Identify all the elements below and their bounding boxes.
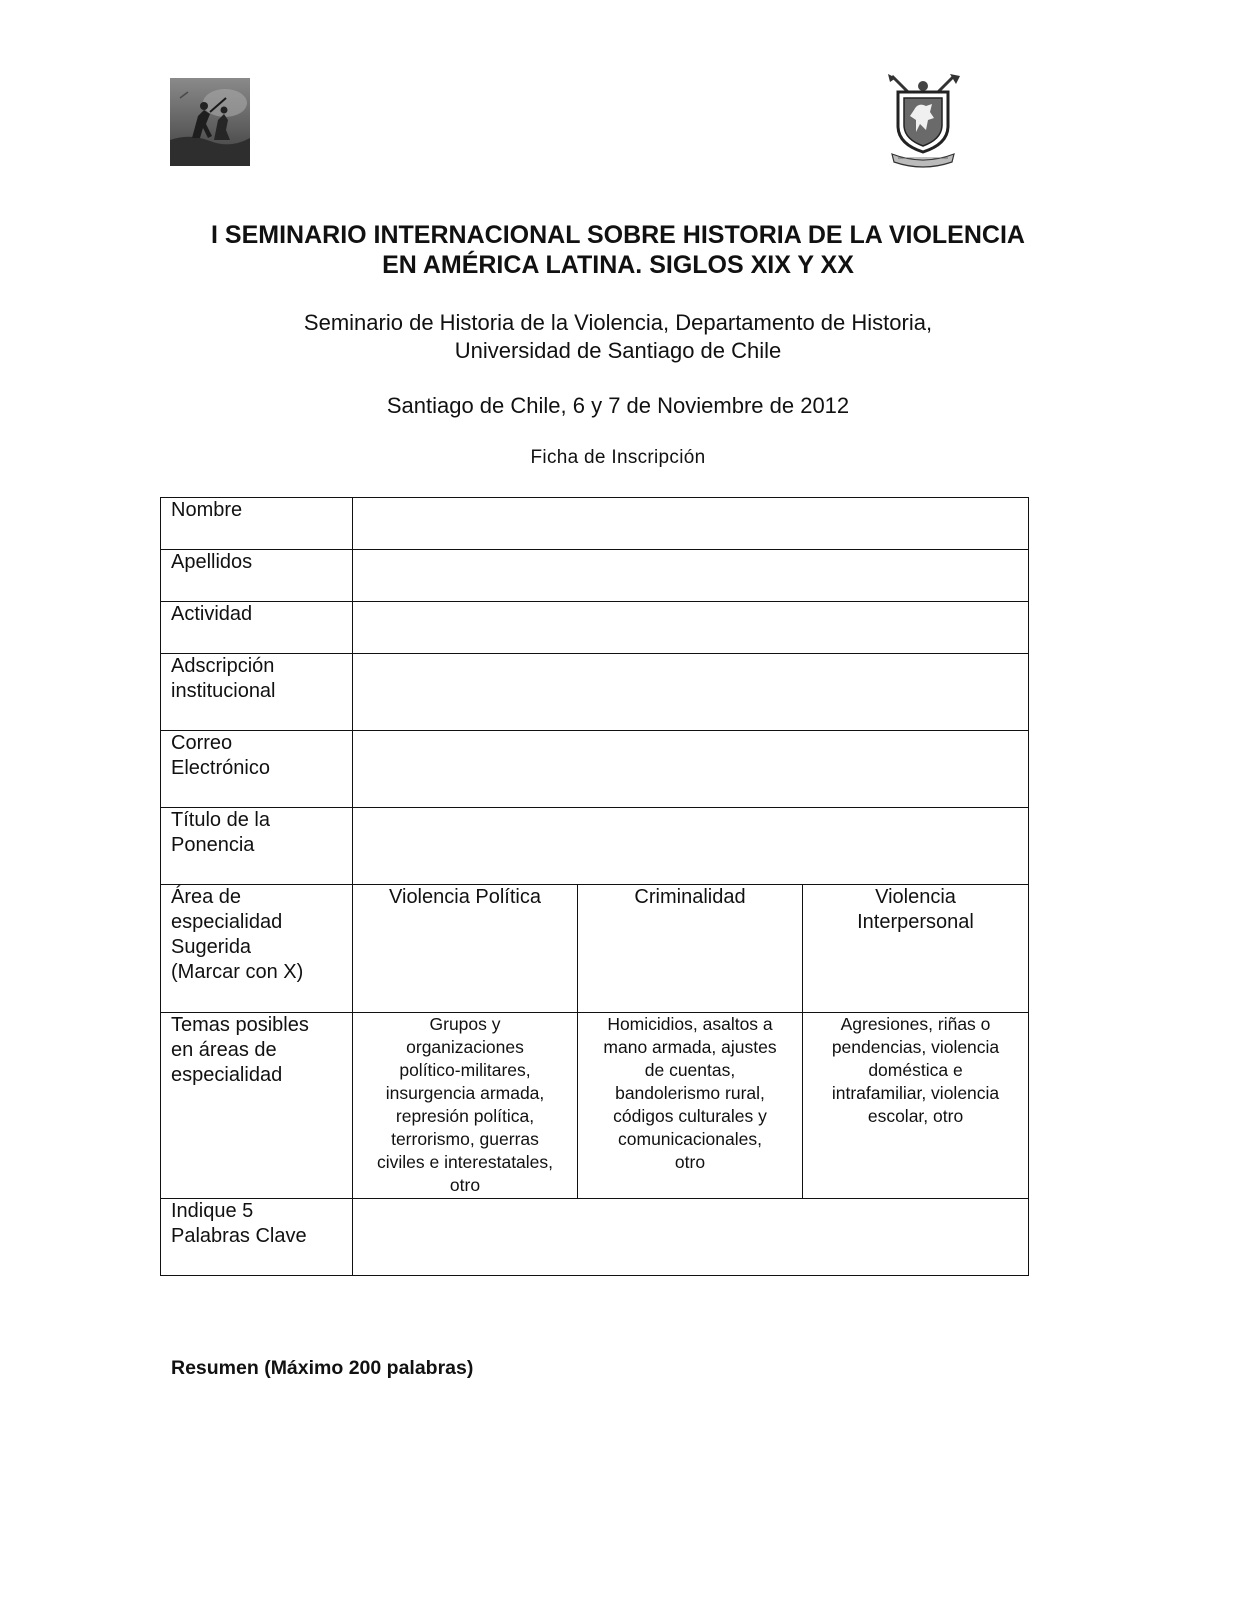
field-label-apellidos: Apellidos xyxy=(161,550,353,602)
subtitle-line-1: Seminario de Historia de la Violencia, Departamento de Historia, xyxy=(303,310,933,335)
organizer-subtitle xyxy=(0,309,1236,365)
topics-criminalidad: Homicidios, asaltos a mano armada, ajustes de cuentas, bandolerismo rural, códigos culturales y comunicacionales, otro xyxy=(578,1013,803,1199)
field-label-area: Área de especialidad Sugerida (Marcar con X) xyxy=(161,885,353,1013)
university-crest-icon xyxy=(882,72,964,168)
topics-violencia-interpersonal: Agresiones, riñas o pendencias, violencia doméstica e intrafamiliar, violencia escolar, otro xyxy=(803,1013,1029,1199)
area-option-criminalidad[interactable]: Criminalidad xyxy=(578,885,803,1013)
field-input-adscripcion[interactable] xyxy=(353,654,1029,731)
field-label-nombre: Nombre xyxy=(161,498,353,550)
form-row-adscripcion xyxy=(161,654,1029,731)
form-row-apellidos xyxy=(161,550,1029,602)
field-input-actividad[interactable] xyxy=(353,602,1029,654)
field-label-actividad: Actividad xyxy=(161,602,353,654)
form-row-actividad xyxy=(161,602,1029,654)
seminar-title xyxy=(0,220,1236,280)
field-label-correo: Correo Electrónico xyxy=(161,731,353,808)
event-date: Santiago de Chile, 6 y 7 de Noviembre de 2012 xyxy=(386,393,850,418)
title-line-2: EN AMÉRICA LATINA. SIGLOS XIX Y XX xyxy=(382,251,854,279)
field-input-correo[interactable] xyxy=(353,731,1029,808)
field-label-temas: Temas posibles en áreas de especialidad xyxy=(161,1013,353,1199)
area-option-violencia-politica[interactable]: Violencia Política xyxy=(353,885,578,1013)
field-label-titulo-ponencia: Título de la Ponencia xyxy=(161,808,353,885)
form-row-nombre xyxy=(161,498,1029,550)
field-input-nombre[interactable] xyxy=(353,498,1029,550)
title-line-1: I SEMINARIO INTERNACIONAL SOBRE HISTORIA DE LA VIOLENCIA xyxy=(211,221,1025,249)
field-label-palabras-clave: Indique 5 Palabras Clave xyxy=(161,1199,353,1276)
field-input-titulo-ponencia[interactable] xyxy=(353,808,1029,885)
field-input-palabras-clave[interactable] xyxy=(353,1199,1029,1276)
form-title: Ficha de Inscripción xyxy=(530,447,706,468)
subtitle-line-2: Universidad de Santiago de Chile xyxy=(454,338,782,363)
seminar-logo-image xyxy=(170,78,250,166)
form-row-correo xyxy=(161,731,1029,808)
form-row-temas xyxy=(161,1013,1029,1199)
registration-form-table xyxy=(160,497,1029,1276)
resumen-label: Resumen (Máximo 200 palabras) xyxy=(171,1357,474,1379)
field-input-apellidos[interactable] xyxy=(353,550,1029,602)
form-row-area xyxy=(161,885,1029,1013)
topics-violencia-politica: Grupos y organizaciones político-militares, insurgencia armada, represión política, terrorismo, guerras civiles e interestatales, otro xyxy=(353,1013,578,1199)
field-label-adscripcion: Adscripción institucional xyxy=(161,654,353,731)
area-option-violencia-interpersonal[interactable]: Violencia Interpersonal xyxy=(803,885,1029,1013)
form-row-palabras-clave xyxy=(161,1199,1029,1276)
form-row-titulo-ponencia xyxy=(161,808,1029,885)
